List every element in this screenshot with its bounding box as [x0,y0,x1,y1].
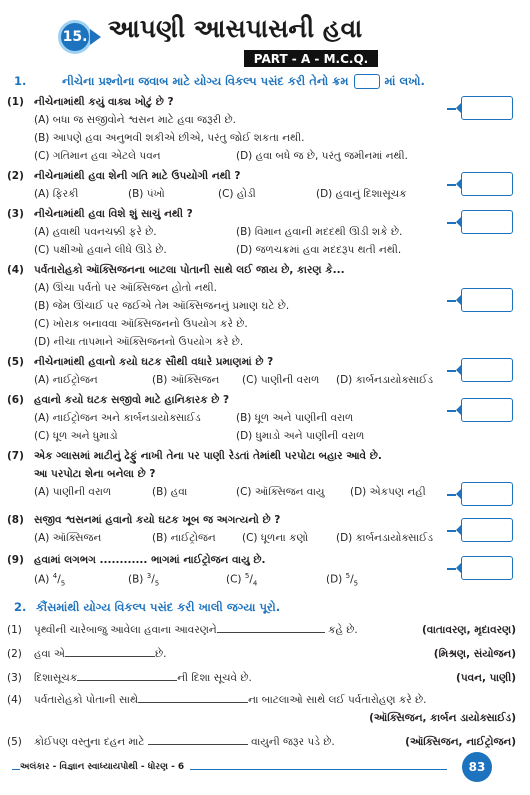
fill-text: ના બાટલાઓ સાથે લઈ પર્વતારોહણ કરે છે. [248,694,427,706]
choice-options: (ઑક્સિજન, કાર્બન ડાયોક્સાઈડ) [369,712,516,724]
item-number: (2) [7,648,22,660]
question-number: (5) [7,356,24,368]
section-number: 2. [14,600,27,614]
option-text: (C) ખોરાક બનાવવા ઑક્સિજનનો ઉપયોગ કરે છે. [34,318,248,330]
blank-field[interactable] [217,632,325,633]
option-text: (C) હોડી [218,188,256,200]
blank-field[interactable] [77,680,177,681]
answer-box-3[interactable] [447,210,527,235]
fill-text: પર્વતારોહકો પોતાની સાથે [34,694,139,706]
question-text: આ પરપોટા શેના બનેલા છે ? [34,468,156,480]
fill-text: હવા એ [34,648,65,660]
option-text: (C) ગતિમાન હવા એટલે પવન [34,150,161,162]
fill-text: દિશાસૂચક [34,672,78,684]
choice-options: (વાતાવરણ, મૃદાવરણ) [422,624,516,636]
page-footer [0,760,530,778]
option-text: (C) પક્ષીઓ હવાને લીધે ઊડે છે. [34,244,167,256]
part-label: PART - A - M.C.Q. [244,50,378,67]
option-text: (B) નાઈટ્રોજન [152,532,216,544]
question-text: નીચેનામાંથી કયું વાક્ય ખોટું છે ? [34,96,174,108]
option-text: (C) પાણીની વરાળ [242,374,320,386]
footer-text: અલંકાર - વિજ્ઞાન સ્વાધ્યાયપોથી - ધોરણ - 6 [20,762,190,772]
option-text: (C) ઑક્સિજન વાયુ [236,486,325,498]
chapter-arrow-icon [90,29,101,45]
question-text: હવામાં લગભગ ............ ભાગમાં નાઈટ્રોજન વાયુ છે. [34,554,266,566]
question-number: (8) [7,514,24,526]
option-text: (C) ધૂળના કણો [242,532,309,544]
question-text: નીચેનામાંથી હવાનો કયો ઘટક સૌથી વધારે પ્રમાણમાં છે ? [34,356,274,368]
answer-box-6[interactable] [447,398,527,423]
instruction-text-end: માં લખો. [384,74,425,88]
option-text: (A) નાઈટ્રોજન [34,374,98,386]
question-number: (4) [7,264,24,276]
page-number: 83 [462,752,492,782]
option-text: (B) પંખો [128,188,165,200]
chapter-number-badge: 15. [58,20,92,54]
option-text: (A) ફિરકી [34,188,79,200]
option-text: (D) નીચા તાપમાને ઑક્સિજનનો ઉપયોગ કરે છે. [34,336,244,348]
option-d: (D) $^5/_5$ [326,572,359,588]
instruction-text: નીચેના પ્રશ્નોના જવાબ માટે યોગ્ય વિકલ્પ પસંદ કરી તેનો ક્રમ [62,74,349,88]
question-number: (6) [7,394,24,406]
question-text: સજીવ શ્વસનમાં હવાનો કયો ઘટક ખૂબ જ અગત્યનો છે ? [34,514,281,526]
answer-box-4[interactable] [447,288,527,313]
choice-options: (ઑક્સિજન, નાઈટ્રોજન) [405,736,516,748]
option-text: (D) હવાનું દિશાસૂચક [316,188,407,200]
question-text: એક ગ્લાસમાં માટીનું ઢેફું નાખી તેના પર પાણી રેડતાં તેમાંથી પરપોટા બહાર આવે છે. [34,450,382,462]
option-text: (D) હવા બધે જ છે, પરંતુ જમીનમાં નથી. [236,150,408,162]
question-number: (2) [7,170,24,182]
question-number: (3) [7,208,24,220]
option-text: (B) ધૂળ અને પાણીની વરાળ [236,412,354,424]
option-c: (C) $^5/_4$ [226,572,258,588]
option-text: (D) કાર્બનડાયોક્સાઈડ [336,374,433,386]
option-text: (B) આપણે હવા અનુભવી શકીએ છીએ, પરંતુ જોઈ શકતા નથી. [34,132,305,144]
answer-box-2[interactable] [447,172,527,197]
option-text: (A) હવાથી પવનચક્કી ફરે છે. [34,226,157,238]
answer-box-8[interactable] [447,518,527,543]
option-text: (A) ઑક્સિજન [34,532,102,544]
option-text: (D) કાર્બનડાયોક્સાઈડ [336,532,433,544]
answer-box-1[interactable] [447,96,527,121]
option-text: (B) હવા [152,486,188,498]
option-b: (B) $^3/_5$ [128,572,160,588]
fill-text: વાયુની જરૂર પડે છે. [251,736,335,748]
option-text: (B) ઑક્સિજન [152,374,220,386]
answer-box-5[interactable] [447,358,527,383]
question-number: (7) [7,450,24,462]
choice-options: (મિશ્રણ, સંયોજન) [433,648,516,660]
fill-text: ની દિશા સૂચવે છે. [177,672,252,684]
option-text: (A) બધા જ સજીવોને શ્વસન માટે હવા જરૂરી છે. [34,114,236,126]
section-instruction: કૌંસમાંથી યોગ્ય વિકલ્પ પસંદ કરી ખાલી જગ્યા પૂરો. [36,600,281,614]
item-number: (1) [7,624,22,636]
option-text: (A) ઊંચા પર્વતો પર ઑક્સિજન હોતો નથી. [34,282,217,294]
blank-field[interactable] [65,656,155,657]
question-text: હવાનો કયો ઘટક સજીવો માટે હાનિકારક છે ? [34,394,230,406]
option-text: (B) જેમ ઊંચાઈ પર જઈએ તેમ ઑક્સિજનનું પ્રમાણ ઘટે છે. [34,300,290,312]
option-text: (A) પાણીની વરાળ [34,486,112,498]
item-number: (3) [7,672,22,684]
option-text: (A) નાઈટ્રોજન અને કાર્બનડાયોક્સાઈડ [34,412,201,424]
chapter-title: આપણી આસપાસની હવા [108,14,363,43]
fill-text: કહે છે. [328,624,358,636]
option-text: (D) ધુમાડો અને પાણીની વરાળ [236,430,365,442]
answer-mark-box [354,74,380,89]
chapter-header [0,0,530,70]
answer-box-9[interactable] [447,556,527,581]
question-number: (9) [7,554,24,566]
fill-text: છે. [155,648,167,660]
question-text: નીચેનામાંથી હવા શેની ગતિ માટે ઉપયોગી નથી ? [34,170,241,182]
fill-text: પૃથ્વીની ચારેબાજુ આવેલા હવાના આવરણને [34,624,217,636]
option-a: (A) $^4/_5$ [34,572,66,588]
question-text: પર્વતારોહકો ઑક્સિજનના બાટલા પોતાની સાથે લઈ જાય છે, કારણ કે... [34,264,345,276]
question-number: (1) [7,96,24,108]
section-instruction [62,74,425,89]
option-text: (D) એકપણ નહી [350,486,426,498]
blank-field[interactable] [148,744,248,745]
question-text: નીચેનામાંથી હવા વિશે શું સાચું નથી ? [34,208,193,220]
fill-text: કોઈપણ વસ્તુના દહન માટે [34,736,145,748]
option-text: (B) વિમાન હવાની મદદથી ઊડી શકે છે. [236,226,403,238]
choice-options: (પવન, પાણી) [456,672,516,684]
answer-box-7[interactable] [447,482,527,507]
option-text: (D) જળચક્રમાં હવા મદદરૂપ થતી નથી. [236,244,402,256]
section-number: 1. [14,74,27,88]
item-number: (5) [7,736,22,748]
item-number: (4) [7,694,22,706]
blank-field[interactable] [138,702,248,703]
option-text: (C) ધૂળ અને ધુમાડો [34,430,118,442]
